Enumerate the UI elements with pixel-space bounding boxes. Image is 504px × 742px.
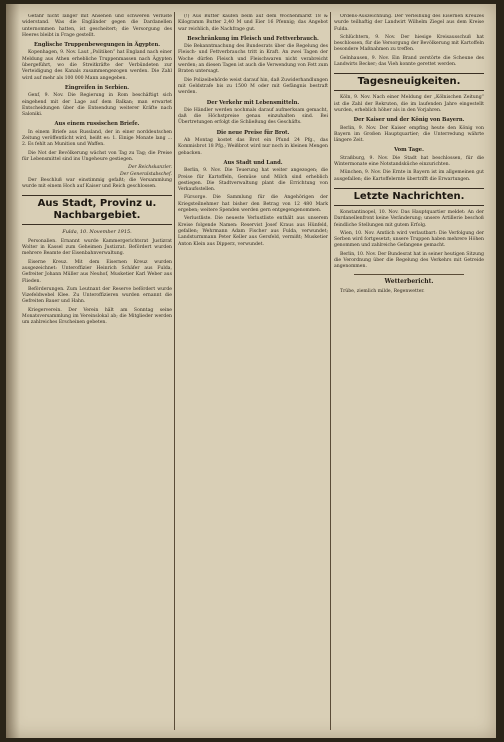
column-rule bbox=[174, 12, 175, 730]
column-right bbox=[334, 14, 484, 730]
article-paragraph: (!) Aus Butter kaufen beim auf dem Wochenmarkt 18 & Kilogramm Butter 2,40 M und Eier 16 Pfennig; das Angebot war reichlich, die Nachfrage gut. bbox=[178, 14, 328, 32]
article-paragraph: Ordens-Auszeichnung. Der Verleihung des Eisernen Kreuzes wurde teilhaftig der Landwirt Wilhelm Ziegel aus dem Kreise Fulda. bbox=[334, 14, 484, 32]
weather-heading: Wetterbericht. bbox=[384, 277, 434, 285]
article-paragraph: Berlin, 9. Nov. Der Kaiser empfing heute den König von Bayern im Großen Hauptquartier; die Unterredung währte längere Zeit. bbox=[334, 125, 484, 144]
article-subheading: Eingreifen in Serbien. bbox=[64, 84, 130, 91]
article-paragraph: Die Not der Bevölkerung wächst von Tag zu Tag; die Preise für Lebensmittel sind ins Ungeheure gestiegen. bbox=[22, 150, 172, 162]
signature-line: Der Generalstabschef. bbox=[119, 171, 172, 177]
article-paragraph: Straßburg, 9. Nov. Die Stadt hat beschlossen, für die Wintermonate eine Notstandsküche einzurichten. bbox=[334, 155, 484, 168]
article-paragraph: Ab Montag kostet das Brot ein Pfund 24 Pfg., das Kommisbrot 18 Pfg.; Weißbrot wird nur noch in kleinen Mengen gebacken. bbox=[178, 138, 328, 156]
article-paragraph: Der Beschluß war einstimmig gefaßt; die Versammlung wurde mit einem Hoch auf Kaiser und Reich geschlossen. bbox=[22, 177, 172, 190]
article-paragraph: München, 9. Nov. Die Ernte in Bayern ist im allgemeinen gut ausgefallen; die Kartoffelernte übertrifft die Erwartungen. bbox=[334, 170, 484, 182]
article-subheading: Aus einem russischen Briefe. bbox=[54, 121, 140, 128]
article-paragraph: Wien, 10. Nov. Amtlich wird verlautbart: Die Verfolgung der Serben wird fortgesetzt; unsere Truppen haben mehrere Höhen genommen und zahlreiche Gefangene gemacht. bbox=[334, 230, 484, 249]
article-paragraph: In einem Briefe aus Russland, der in einer norddeutschen Zeitung veröffentlicht wird, heißt es: 1. Einige Monate lang ... 2. Es fehlt an Munition und Waffen. bbox=[22, 129, 172, 148]
article-paragraph: Kopenhagen, 9. Nov. Laut „Politiken“ hat England nach einer Meldung aus Athen erhebliche Truppenmassen nach Ägypten übergeführt, wo die Streitkräfte der Verbündeten zur Verteidigung des Kanals zusammengezogen werden. Die Zahl wird auf mehr als 100 000 Mann angegeben. bbox=[22, 50, 172, 81]
article-subheading: Aus Stadt und Land. bbox=[223, 159, 283, 166]
article-paragraph: Verlustliste. Die neueste Verlustliste enthält aus unserem Kreise folgende Namen: Reservist Josef Kraus aus Hünfeld, gefallen; Wehrmann Adam Fischer aus Fulda, verwundet; Landsturmmann Peter Keller aus Gersfeld, vermißt; Musketier Anton Klein aus Dipperz, verwundet. bbox=[178, 216, 328, 247]
article-paragraph: Fürsorge. Die Sammlung für die Angehörigen der Kriegsteilnehmer hat bisher den Betrag von 12 480 Mark ergeben; weitere Spenden werden gern entgegengenommen. bbox=[178, 195, 328, 214]
article-paragraph: Kriegerverein. Der Verein hält am Sonntag seine Monatsversammlung im Vereinslokal ab; die Mitglieder werden um zahlreiches Erscheinen gebeten. bbox=[22, 307, 172, 326]
article-subheading: Beschränkung im Fleisch und Fettverbrauch. bbox=[187, 35, 319, 42]
column-middle bbox=[178, 14, 328, 730]
article-paragraph: Schlüchtern, 9. Nov. Der hiesige Kreisausschuß hat beschlossen, für die Versorgung der Bevölkerung mit Kartoffeln besondere Maßnahmen zu treffen. bbox=[334, 34, 484, 53]
article-subheading: Vom Tage. bbox=[394, 147, 424, 154]
article-paragraph: Köln, 9. Nov. Nach einer Meldung der „Kölnischen Zeitung“ ist die Zahl der Rekruten, die im laufenden Jahre eingestellt wurden, erheblich höher als in den Vorjahren. bbox=[334, 95, 484, 113]
dateline: Fulda, 10. November 1915. bbox=[62, 229, 132, 236]
signature-line: Der Reichskanzler. bbox=[128, 165, 172, 171]
article-paragraph: Die Polizeibehörde weist darauf hin, daß Zuwiderhandlungen mit Geldstrafe bis zu 1500 M oder mit Gefängnis bestraft werden. bbox=[178, 77, 328, 96]
article-paragraph: Gefahr nicht länger mit Ansehen und schweren Verluste widerstand. Was die Engländer gegen die Dardanellen unternommen hatten, ist gescheitert; die Versorgung des Heeres bleibt in Frage gestellt. bbox=[22, 14, 172, 38]
column-left bbox=[22, 14, 172, 730]
article-paragraph: Beförderungen. Zum Leutnant der Reserve befördert wurde Vizefeldwebel Klee. Zu Unteroffizieren wurden ernannt die Gefreiten Bauer und Hahn. bbox=[22, 286, 172, 305]
column-rule bbox=[330, 12, 331, 730]
article-subheading: Die neue Preise für Brot. bbox=[216, 129, 290, 136]
article-paragraph: Eiserne Kreuz. Mit dem Eisernen Kreuz wurden ausgezeichnet: Unteroffizier Heinrich Schäfer aus Fulda, Gefreiter Johann Müller aus Neuhof, Musketier Karl Weber aus Flieden. bbox=[22, 259, 172, 284]
article-paragraph: Konstantinopel, 10. Nov. Das Hauptquartier meldet: An der Dardanellenfront keine Veränderung; unsere Artillerie beschoß feindliche Stellungen mit gutem Erfolg. bbox=[334, 209, 484, 228]
weather-report: Trübe, ziemlich milde, Regenwetter. bbox=[340, 288, 425, 294]
article-paragraph: Die Händler werden nochmals darauf aufmerksam gemacht, daß die Höchstpreise genau einzuhalten sind. Bei Übertretungen erfolgt die Schließung des Geschäfts. bbox=[178, 107, 328, 126]
divider bbox=[354, 274, 464, 275]
article-subheading: Der Verkehr mit Lebensmitteln. bbox=[206, 99, 300, 106]
article-paragraph: Berlin, 9. Nov. Die Teuerung hat weiter angezogen; die Preise für Kartoffeln, Gemüse und Milch sind erheblich gestiegen. Die Stadtverwaltung plant die Errichtung von Verkaufsstellen. bbox=[178, 168, 328, 193]
article-subheading: Englische Truppenbewegungen in Ägypten. bbox=[33, 42, 161, 49]
article-paragraph: Berlin, 10. Nov. Der Bundesrat hat in seiner heutigen Sitzung die Verordnung über die Regelung des Verkehrs mit Getreide angenommen. bbox=[334, 251, 484, 270]
section-heading: Aus Stadt, Provinz u. Nachbargebiet. bbox=[22, 195, 172, 225]
section-heading: Tagesneuigkeiten. bbox=[334, 73, 484, 91]
article-paragraph: Die Bekanntmachung des Bundesrats über die Regelung des Fleisch- und Fettverbrauchs tritt in Kraft. An zwei Tagen der Woche dürfen Fleisch und Fleischwaren nicht verabreicht werden; an diesen Tagen ist auch die Verwendung von Fett zum Braten untersagt. bbox=[178, 44, 328, 75]
article-subheading: Der Kaiser und der König von Bayern. bbox=[353, 117, 465, 124]
article-paragraph: Gelnhausen, 9. Nov. Ein Brand zerstörte die Scheune des Landwirts Becker; das Vieh konnte gerettet werden. bbox=[334, 55, 484, 68]
article-paragraph: Genf, 9. Nov. Die Regierung in Rom beschäftigt sich eingehend mit der Lage auf dem Balkan; man erwartet Entscheidungen über die Entsendung weiterer Kräfte nach Saloniki. bbox=[22, 93, 172, 118]
section-heading: Letzte Nachrichten. bbox=[334, 188, 484, 206]
article-paragraph: Personalien. Ernannt wurde Kammergerichtsrat Justizrat Wolter in Kassel zum Geheimen Justizrat. Befördert wurden mehrere Beamte der Eisenbahnverwaltung. bbox=[22, 238, 172, 257]
newspaper-page bbox=[6, 4, 496, 738]
